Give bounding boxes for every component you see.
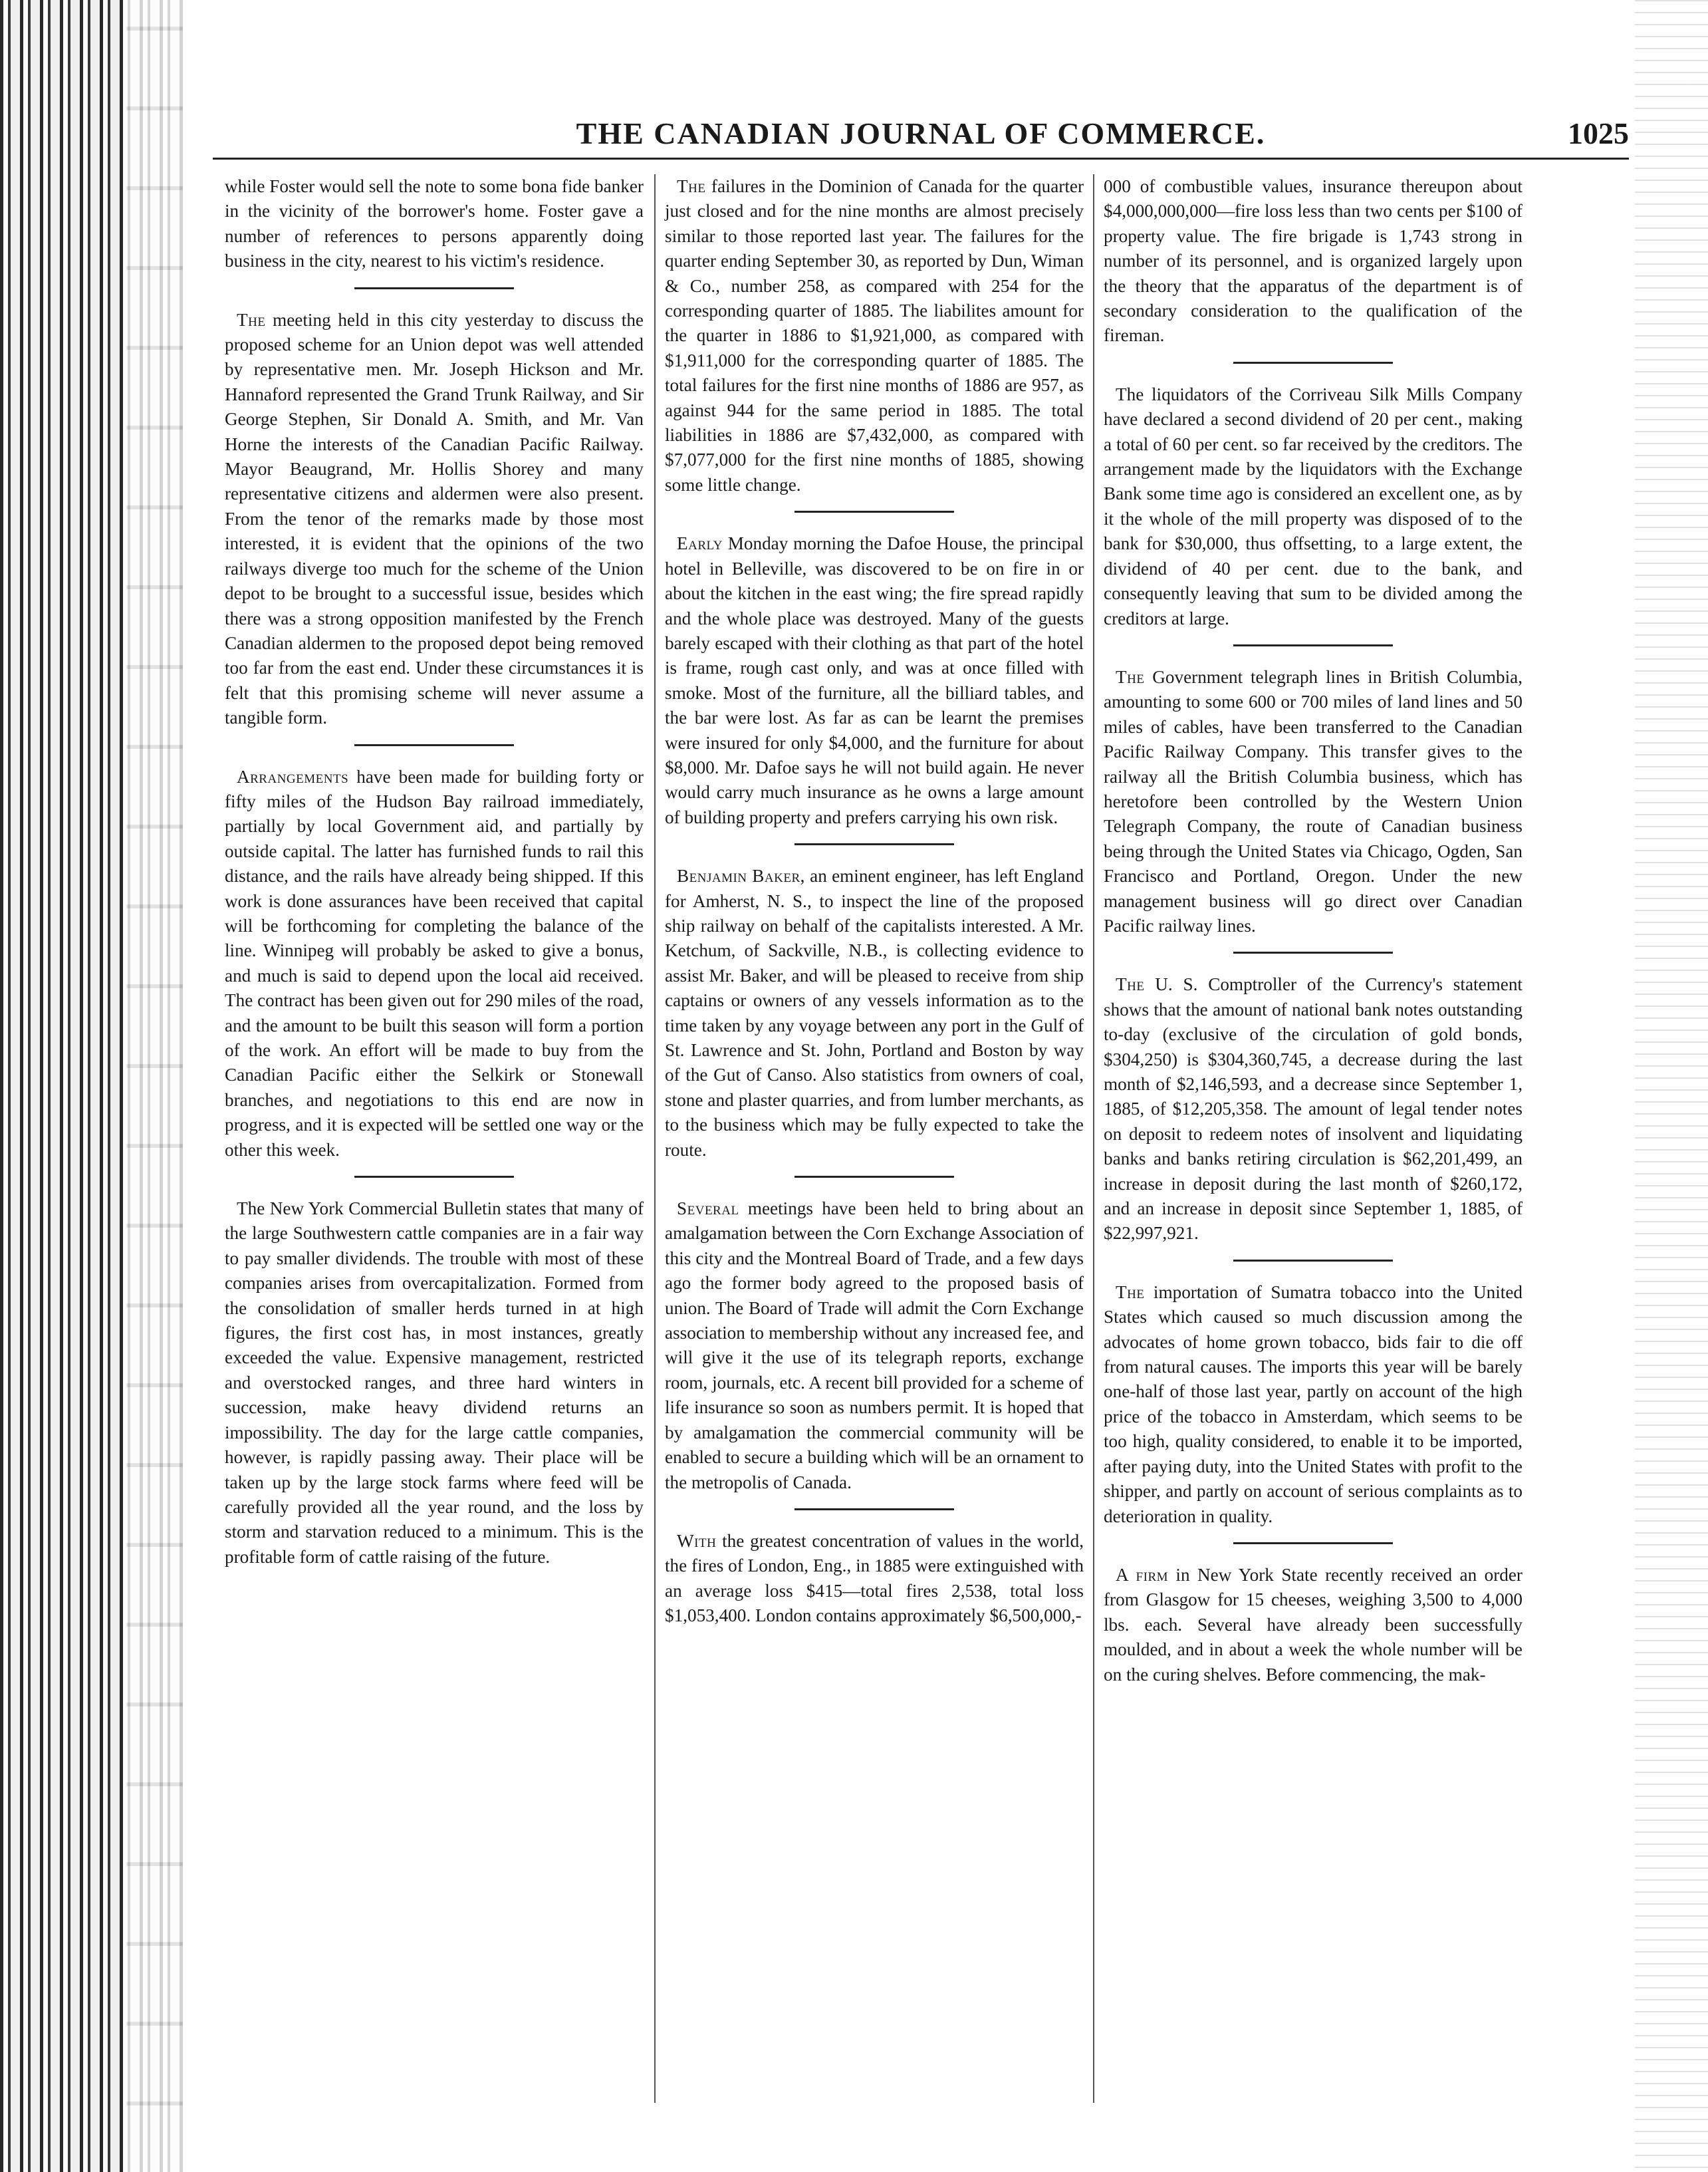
lead-word: Several [677, 1198, 739, 1219]
paragraph-text: importation of Sumatra tobacco into the United States which caused so much discussion among the advocates of home grown tobacco, bids fair to die off from natural causes. The imports this year will be barely one-half of those last year, partly on account of the high price of the tobacco in Amsterdam, which seems to be too high, quality considered, to enable it to be imported, after paying duty, into the United States with profit to the shipper, and partly on account of serious complaints as to deterioration in quality. [1104, 1282, 1523, 1526]
journal-title: THE CANADIAN JOURNAL OF COMMERCE. [576, 116, 1266, 150]
lead-word: The [237, 309, 266, 330]
article-separator [794, 843, 954, 845]
paragraph [225, 174, 644, 274]
article-separator [794, 511, 954, 513]
paragraph [1104, 174, 1523, 348]
article-separator [1233, 952, 1393, 954]
paragraph [665, 174, 1084, 497]
lead-word: The [1116, 666, 1145, 687]
article-separator [794, 1508, 954, 1510]
paragraph [1104, 1280, 1523, 1529]
paragraph-text: U. S. Comptroller of the Currency's statement shows that the amount of national bank notes outstanding to-day (exclusive of the circulation of gold bonds, $304,250) is $304,360,745, a decrease during the last month of $2,146,593, and a decrease since September 1, 1885, of $12,205,358. The amount of legal tender notes on deposit to redeem notes of insolvent and liquidating banks and banks retiring circulation is $62,201,499, an increase in deposit during the last month of $260,172, and an increase in deposit since September 1, 1885, of $22,997,921. [1104, 974, 1523, 1244]
lead-word: Early [677, 533, 723, 554]
lead-word: Arrangements [237, 766, 349, 787]
paragraph [1104, 1563, 1523, 1687]
page-number: 1025 [1568, 116, 1629, 150]
article-separator [794, 1176, 954, 1178]
article-separator [1233, 644, 1393, 646]
paragraph [225, 765, 644, 1163]
scan-binding-edge [0, 0, 183, 2172]
header-rule [213, 158, 1629, 160]
paragraph [665, 1529, 1084, 1629]
article-separator [1233, 1542, 1393, 1544]
paragraph-text: 000 of combustible values, insurance thereupon about $4,000,000,000—fire loss less than two cents per $100 of property value. The fire brigade is 1,743 strong in number of its personnel, and is organized largely upon the theory that the apparatus of the department is of secondary consideration to the qualification of the fireman. [1104, 176, 1523, 346]
lead-word: The [1116, 1282, 1145, 1302]
article-separator [1233, 362, 1393, 364]
paragraph [665, 864, 1084, 1162]
paragraph [1104, 972, 1523, 1246]
article-separator [354, 744, 514, 746]
paragraph-text: in New York State recently received an order from Glasgow for 15 cheeses, weighing 3,500 to 4,000 lbs. each. Several have already been successfully moulded, and in about a week the whole number will be on the curing shelves. Before commencing, the mak- [1104, 1564, 1523, 1685]
column-1 [225, 174, 644, 2129]
paragraph [1104, 665, 1523, 938]
scan-right-margin-noise [1635, 0, 1708, 2172]
paragraph [665, 531, 1084, 830]
paragraph-text: meetings have been held to bring about an amalgamation between the Corn Exchange Association of this city and the Montreal Board of Trade, and a few days ago the former body agreed to the proposed basis of union. The Board of Trade will admit the Corn Exchange association to membership without any increased fee, and will give it the use of its telegraph reports, exchange room, journals, etc. A recent bill provided for a scheme of life insurance so soon as numbers permit. It is hoped that by amalgamation the commercial community will be enabled to secure a building which will be an ornament to the metropolis of Canada. [665, 1198, 1084, 1492]
lead-word: The [1116, 974, 1145, 995]
paragraph [225, 308, 644, 731]
paragraph-text: Government telegraph lines in British Columbia, amounting to some 600 or 700 miles of land lines and 50 miles of cables, have been transferred to the Canadian Pacific Railway Company. This transfer gives to the railway all the British Columbia business, which has heretofore been controlled by the Western Union Telegraph Company, the route of Canadian business being through the United States via Chicago, Ogden, San Francisco and Portland, Oregon. Under the new management business will go direct over Canadian Pacific railway lines. [1104, 666, 1523, 936]
paragraph [665, 1196, 1084, 1495]
lead-word: The [677, 176, 706, 196]
paragraph-text: failures in the Dominion of Canada for the quarter just closed and for the nine months are almost precisely similar to those reported last year. The failures for the quarter ending September 30, as reported by Dun, Wiman & Co., number 258, as compared with 254 for the corresponding quarter of 1885. The liabilites amount for the quarter in 1886 to $1,921,000, as compared with $1,911,000 for the corresponding quarter of 1885. The total failures for the first nine months of 1886 are 957, as against 944 for the same period in 1885. The total liabilities in 1886 are $7,432,000, as compared with $7,077,000 for the first nine months of 1885, showing some little change. [665, 176, 1084, 495]
column-2 [665, 174, 1084, 2129]
column-3 [1104, 174, 1523, 2129]
paragraph-text: while Foster would sell the note to some bona fide banker in the vicinity of the borrower's home. Foster gave a number of references to persons apparently doing business in the city, nearest to his victim's residence. [225, 176, 644, 271]
article-separator [1233, 1260, 1393, 1262]
column-divider-1 [654, 174, 656, 2103]
paragraph-text: The New York Commercial Bulletin states that many of the large Southwestern cattle companies are in a fair way to pay smaller dividends. The trouble with most of these companies arises from overcapitalization. Formed from the consolidation of smaller herds turned in at high figures, the first cost has, in most instances, greatly exceeded the value. Expensive management, restricted and overstocked ranges, and three hard winters in succession, make heavy dividend returns an impossibility. The day for the large cattle companies, however, is rapidly passing away. Their place will be taken up by the large stock farms where feed will be carefully provided all the year round, and the loss by storm and starvation reduced to a minimum. This is the profitable form of cattle raising of the future. [225, 1198, 644, 1567]
paragraph [225, 1196, 644, 1569]
paragraph-text: the greatest concentration of values in the world, the fires of London, Eng., in 1885 were extinguished with an average loss $415—total fires 2,538, total loss $1,053,400. London contains approximately $6,500,000,- [665, 1530, 1084, 1626]
paragraph-text: meeting held in this city yesterday to discuss the proposed scheme for an Union depot was well attended by representative men. Mr. Joseph Hickson and Mr. Hannaford represented the Grand Trunk Railway, and Sir George Stephen, Sir Donald A. Smith, and Mr. Van Horne the interests of the Canadian Pacific Railway. Mayor Beaugrand, Mr. Hollis Shorey and many representative citizens and aldermen were also present. From the tenor of the remarks made by those most interested, it is evident that the opinions of the two railways diverge too much for the scheme of the Union depot to be brought to a successful issue, besides which there was a strong opposition manifested by the French Canadian aldermen to the proposed depot being removed too far from the east end. Under these circumstances it is felt that this promising scheme will never assume a tangible form. [225, 309, 644, 728]
article-separator [354, 1176, 514, 1178]
paragraph [1104, 382, 1523, 631]
column-divider-2 [1093, 174, 1094, 2103]
paragraph-text: Monday morning the Dafoe House, the principal hotel in Belleville, was discovered to be on fire in or about the kitchen in the east wing; the fire spread rapidly and the whole place was destroyed. Many of the guests barely escaped with their clothing as that part of the hotel is frame, rough cast only, and was at once filled with smoke. Most of the furniture, all the billiard tables, and the bar were lost. As far as can be learnt the premises were insured for only $4,000, and the furniture for about $8,000. Mr. Dafoe says he will not build again. He never would carry much insurance as he owns a large amount of building property and prefers carrying his own risk. [665, 533, 1084, 827]
paragraph-text: The liquidators of the Corriveau Silk Mills Company have declared a second dividend of 20 per cent., making a total of 60 per cent. so far received by the creditors. The arrangement made by the liquidators with the Exchange Bank some time ago is considered an excellent one, as by it the whole of the mill property was disposed of to the bank for $30,000, thus offsetting, to a large extent, the dividend of 40 per cent. due to the bank, and consequently leaving that sum to be divided among the creditors at large. [1104, 384, 1523, 628]
page-header [213, 112, 1629, 160]
lead-word: With [677, 1530, 717, 1551]
paragraph-text: have been made for building forty or fifty miles of the Hudson Bay railroad immediately, partially by local Government aid, and partially by outside capital. The latter has furnished funds to rail this distance, and the rails have already being shipped. If this work is done assurances have been received that capital will be forthcoming for completing the balance of the line. Winnipeg will probably be asked to give a bonus, and much is said to depend upon the local aid received. The contract has been given out for 290 miles of the road, and the amount to be built this season will form a portion of the work. An effort will be made to buy from the Canadian Pacific either the Selkirk or Stonewall branches, and negotiations to this end are now in progress, and it is expected will be settled one way or the other this week. [225, 766, 644, 1160]
article-separator [354, 287, 514, 289]
lead-word: A firm [1116, 1564, 1169, 1585]
lead-word: Benjamin Baker, [677, 866, 805, 886]
paragraph-text: an eminent engineer, has left England for Amherst, N. S., to inspect the line of the proposed ship railway on behalf of the capitalists interested. A Mr. Ketchum, of Sackville, N.B., is collecting evidence to assist Mr. Baker, and will be pleased to receive from ship captains or owners of any vessels information as to the time taken by any voyage between any port in the Gulf of St. Lawrence and St. John, Portland and Boston by way of the Gut of Canso. Also statistics from owners of coal, stone and plaster quarries, and from lumber merchants, as to the business which may be fully expected to take the route. [665, 866, 1084, 1160]
